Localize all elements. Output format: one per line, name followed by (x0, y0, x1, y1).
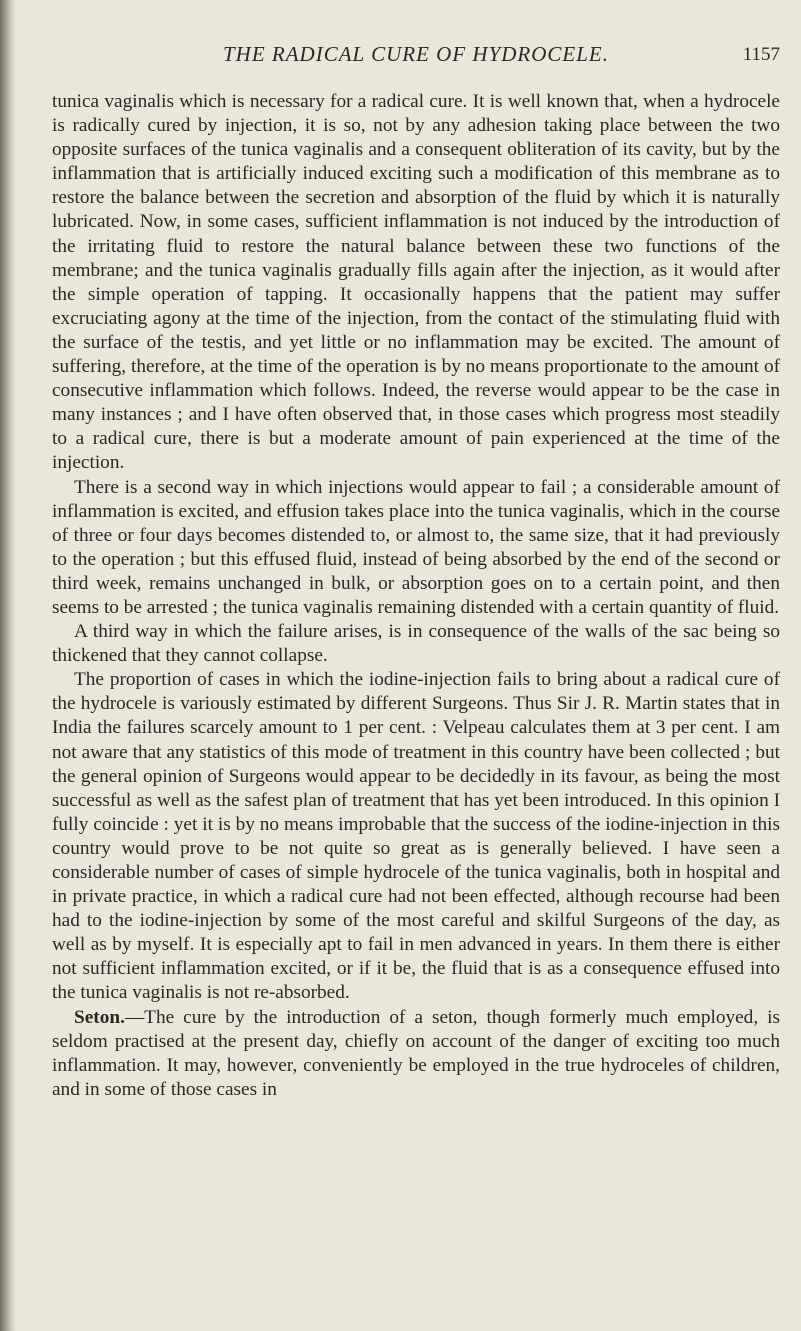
paragraph-seton (52, 1006, 780, 1102)
page-number: 1157 (742, 44, 780, 65)
seton-text: —The cure by the introduction of a seton, though formerly much employed, is seldom practised at the present day, chiefly on account of the danger of exciting too much inflammation. It may, however, conveniently be employed in the true hydroceles of children, and in some of those cases in (52, 1006, 780, 1100)
paragraph-failure-statistics: The proportion of cases in which the iodine-injection fails to bring about a radical cure of the hydrocele is variously estimated by different Surgeons. Thus Sir J. R. Martin states that in India the failures scarcely amount to 1 per cent. : Velpeau calculates them at 3 per cent. I am not aware that any statistics of this mode of treatment in this country have been collected ; but the general opinion of Surgeons would appear to be decidedly in its favour, as being the most successful as well as the safest plan of treatment that has yet been introduced. In this opinion I fully coincide : yet it is by no means improbable that the success of the iodine-injection in this country would prove to be not quite so great as is generally believed. I have seen a considerable number of cases of simple hydrocele of the tunica vaginalis, both in hospital and in private practice, in which a radical cure had not been effected, although recourse had been had to the iodine-injection by some of the most careful and skilful Surgeons of the day, as well as by myself. It is especially apt to fail in men advanced in years. In them there is either not sufficient inflammation excited, or if it be, the fluid that is as a consequence effused into the tunica vaginalis is not re-absorbed. (52, 669, 780, 1004)
body-text (52, 90, 780, 1102)
paragraph-injection-mechanism: tunica vaginalis which is necessary for a radical cure. It is well known that, when a hydrocele is radically cured by injection, it is so, not by any adhesion taking place between the two opposite surfaces of the tunica vaginalis and a consequent obliteration of its cavity, but by the inflammation that is artificially induced exciting such a modification of this membrane as to restore the balance between the secretion and absorption of the fluid by which it is naturally lubricated. Now, in some cases, sufficient inflammation is not induced by the introduction of the irritating fluid to restore the natural balance between these two functions of the membrane; and the tunica vaginalis gradually fills again after the injection, as it would after the simple operation of tapping. It occasionally happens that the patient may suffer excruciating agony at the time of the injection, from the contact of the stimulating fluid with the surface of the testis, and yet little or no inflammation may be excited. The amount of suffering, therefore, at the time of the operation is by no means proportionate to the amount of consecutive inflammation which follows. Indeed, the reverse would appear to be the case in many instances ; and I have often observed that, in those cases which progress most steadily to a radical cure, there is but a moderate amount of pain experienced at the time of the injection. (52, 91, 780, 474)
page-header (52, 0, 780, 64)
running-title: THE RADICAL CURE OF HYDROCELE. (222, 42, 610, 66)
paragraph-third-failure: A third way in which the failure arises, is in consequence of the walls of the sac being so thickened that they cannot collapse. (52, 621, 780, 667)
book-spine-shadow (0, 0, 16, 1331)
book-page (52, 0, 780, 1331)
seton-heading: Seton. (74, 1006, 125, 1028)
paragraph-second-failure: There is a second way in which injections would appear to fail ; a considerable amount of inflammation is excited, and effusion takes place into the tunica vaginalis, which in the course of three or four days becomes distended to, or almost to, the same size, that it had previously to the operation ; but this effused fluid, instead of being absorbed by the end of the second or third week, remains unchanged in bulk, or absorption goes on to a certain point, and then seems to be arrested ; the tunica vaginalis remaining distended with a certain quantity of fluid. (52, 476, 780, 618)
